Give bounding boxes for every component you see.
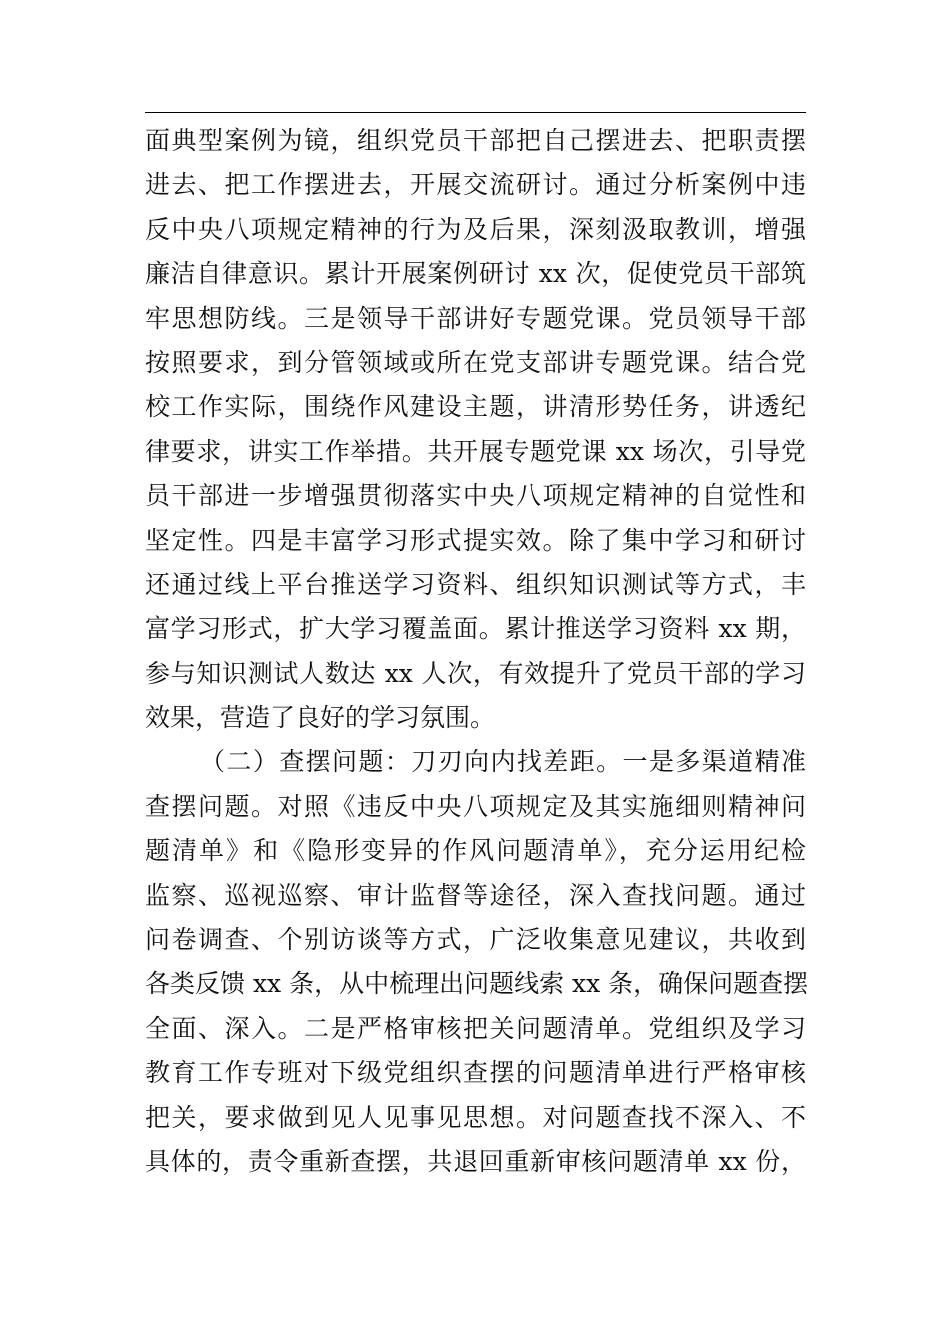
text-line: 查摆问题。对照《违反中央八项规定及其实施细则精神问 xyxy=(145,791,806,821)
text-line: 把关，要求做到见人见事见思想。对问题查找不深入、不 xyxy=(145,1102,806,1132)
text-line: 廉洁自律意识。累计开展案例研讨 xx 次，促使党员干部筑 xyxy=(145,259,806,289)
text-line: （二）查摆问题：刀刃向内找差距。一是多渠道精准 xyxy=(200,747,806,777)
text-line: 参与知识测试人数达 xx 人次，有效提升了党员干部的学习 xyxy=(145,658,806,688)
header-rule xyxy=(145,112,806,113)
text-line: 律要求，讲实工作举措。共开展专题党课 xx 场次，引导党 xyxy=(145,436,806,466)
text-line: 还通过线上平台推送学习资料、组织知识测试等方式，丰 xyxy=(145,569,806,599)
text-line: 按照要求，到分管领域或所在党支部讲专题党课。结合党 xyxy=(145,347,806,377)
body-text xyxy=(145,121,809,1186)
text-line: 教育工作专班对下级党组织查摆的问题清单进行严格审核 xyxy=(145,1058,806,1088)
text-line: 进去、把工作摆进去，开展交流研讨。通过分析案例中违 xyxy=(145,170,806,200)
text-line: 监察、巡视巡察、审计监督等途径，深入查找问题。通过 xyxy=(145,880,806,910)
text-line: 题清单》和《隐形变异的作风问题清单》，充分运用纪检 xyxy=(145,836,806,866)
text-line: 反中央八项规定精神的行为及后果，深刻汲取教训，增强 xyxy=(145,214,806,244)
text-line: 效果，营造了良好的学习氛围。 xyxy=(145,703,496,733)
text-line: 全面、深入。二是严格审核把关问题清单。党组织及学习 xyxy=(145,1013,806,1043)
text-line: 问卷调查、个别访谈等方式，广泛收集意见建议，共收到 xyxy=(145,925,806,955)
text-line: 牢思想防线。三是领导干部讲好专题党课。党员领导干部 xyxy=(145,303,806,333)
text-line: 坚定性。四是丰富学习形式提实效。除了集中学习和研讨 xyxy=(145,525,806,555)
text-line: 面典型案例为镜，组织党员干部把自己摆进去、把职责摆 xyxy=(145,126,806,155)
text-line: 各类反馈 xx 条，从中梳理出问题线索 xx 条，确保问题查摆 xyxy=(145,969,809,999)
text-line: 富学习形式，扩大学习覆盖面。累计推送学习资料 xx 期， xyxy=(145,614,806,644)
text-line: 具体的，责令重新查摆，共退回重新审核问题清单 xx 份， xyxy=(145,1146,806,1176)
text-line: 员干部进一步增强贯彻落实中央八项规定精神的自觉性和 xyxy=(145,481,806,511)
text-line: 校工作实际，围绕作风建设主题，讲清形势任务，讲透纪 xyxy=(145,392,806,422)
